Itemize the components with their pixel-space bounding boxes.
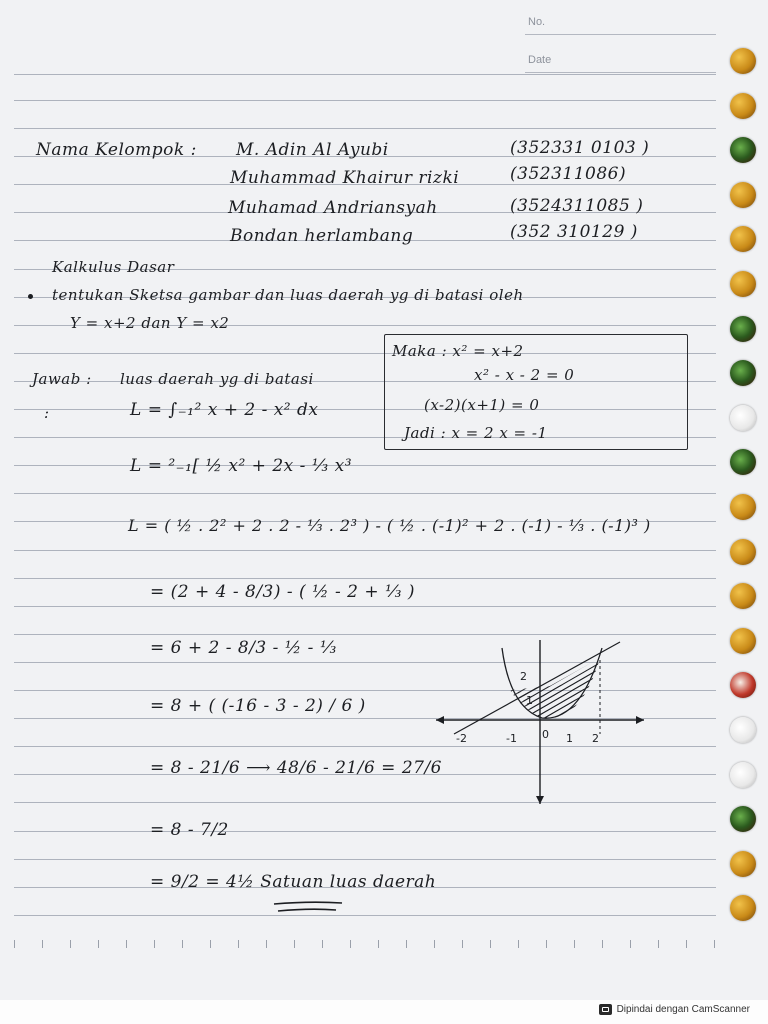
binding-hole <box>730 494 756 520</box>
ruled-line <box>14 465 716 466</box>
binding-hole <box>730 137 756 163</box>
step-simplify-4: = 8 - 21/6 ⟶ 48/6 - 21/6 = 27/6 <box>150 758 442 778</box>
scanner-footer <box>0 1000 768 1024</box>
camscanner-text: Dipindai dengan CamScanner <box>616 1004 750 1015</box>
member-nim: (352311086) <box>510 164 627 184</box>
binding-hole <box>730 182 756 208</box>
binding-hole <box>730 48 756 74</box>
members-heading: Nama Kelompok : <box>36 140 197 160</box>
member-name: M. Adin Al Ayubi <box>236 140 389 160</box>
binding-hole <box>730 316 756 342</box>
result-underline <box>270 898 350 918</box>
step-integral: L = ∫₋₁² x + 2 - x² dx <box>130 400 319 420</box>
x-axis-arrow-right <box>636 716 644 724</box>
date-line <box>525 72 716 73</box>
member-name: Muhammad Khairur rizki <box>230 168 460 188</box>
x-tick-label: -1 <box>506 732 517 745</box>
step-simplify-3: = 8 + ( (-16 - 3 - 2) / 6 ) <box>150 696 366 716</box>
box-line-1: Maka : x² = x+2 <box>392 342 524 360</box>
binding-hole <box>730 360 756 386</box>
x-axis-arrow-left <box>436 716 444 724</box>
y-tick-label: 2 <box>520 670 527 683</box>
box-line-2: x² - x - 2 = 0 <box>474 366 575 384</box>
ruled-line <box>14 606 716 607</box>
x-tick-label: 1 <box>566 732 573 745</box>
binding-hole <box>730 628 756 654</box>
step-simplify-1: = (2 + 4 - 8/3) - ( ½ - 2 + ⅓ ) <box>150 582 416 602</box>
box-line-3: (x-2)(x+1) = 0 <box>424 396 540 414</box>
step-simplify-5: = 8 - 7/2 <box>150 820 229 840</box>
step-substitution: L = ( ½ . 2² + 2 . 2 - ⅓ . 2³ ) - ( ½ . (-1)² + 2 . (-1) - ⅓ . (-1)³ ) <box>128 516 651 535</box>
answer-label: Jawab : <box>32 370 92 388</box>
binding-hole <box>730 226 756 252</box>
step-simplify-2: = 6 + 2 - 8/3 - ½ - ⅓ <box>150 638 337 658</box>
ruled-line <box>14 493 716 494</box>
ruled-line <box>14 128 716 129</box>
binding-hole <box>730 449 756 475</box>
member-name: Bondan herlambang <box>230 226 414 246</box>
binding-hole <box>730 717 756 743</box>
binding-hole <box>730 583 756 609</box>
binding-hole <box>730 405 756 431</box>
question-line-2: Y = x+2 dan Y = x2 <box>70 314 230 332</box>
ruled-line <box>14 74 716 75</box>
ruled-line <box>14 634 716 635</box>
binding-hole <box>730 806 756 832</box>
ruled-line <box>14 859 716 860</box>
binding-hole <box>730 93 756 119</box>
ruled-line <box>14 578 716 579</box>
date-label: Date <box>528 54 552 66</box>
y-axis-arrow-down <box>536 796 544 804</box>
no-line <box>525 34 716 35</box>
box-line-4: Jadi : x = 2 x = -1 <box>404 424 548 442</box>
ruled-line <box>14 915 716 916</box>
binding-hole <box>730 672 756 698</box>
area-sketch <box>432 638 652 808</box>
x-tick-label: 0 <box>542 728 549 741</box>
member-nim: (352 310129 ) <box>510 222 638 242</box>
x-tick-label: -2 <box>456 732 467 745</box>
x-tick-label: 2 <box>592 732 599 745</box>
step-result: = 9/2 = 4½ Satuan luas daerah <box>150 872 437 892</box>
binding-hole <box>730 762 756 788</box>
y-tick-label: 1 <box>526 694 533 707</box>
camscanner-icon <box>599 1004 612 1015</box>
no-label: No. <box>528 16 546 28</box>
answer-colon: : <box>44 404 50 422</box>
binding-hole <box>730 895 756 921</box>
answer-intro: luas daerah yg di batasi <box>120 370 314 388</box>
step-antiderivative: L = ²₋₁[ ½ x² + 2x - ⅓ x³ <box>130 456 353 476</box>
member-nim: (352331 0103 ) <box>510 138 650 158</box>
binding-hole <box>730 271 756 297</box>
ruled-line <box>14 831 716 832</box>
member-name: Muhamad Andriansyah <box>228 198 438 218</box>
bottom-ruler <box>14 940 716 948</box>
member-nim: (3524311085 ) <box>510 196 644 216</box>
camscanner-badge <box>599 1004 750 1015</box>
binding-hole <box>730 851 756 877</box>
bullet-icon <box>28 294 33 299</box>
ruled-line <box>14 100 716 101</box>
course-title: Kalkulus Dasar <box>52 258 175 276</box>
binding-hole <box>730 539 756 565</box>
ruled-line <box>14 550 716 551</box>
question-line-1: tentukan Sketsa gambar dan luas daerah yg di batasi oleh <box>52 286 524 304</box>
